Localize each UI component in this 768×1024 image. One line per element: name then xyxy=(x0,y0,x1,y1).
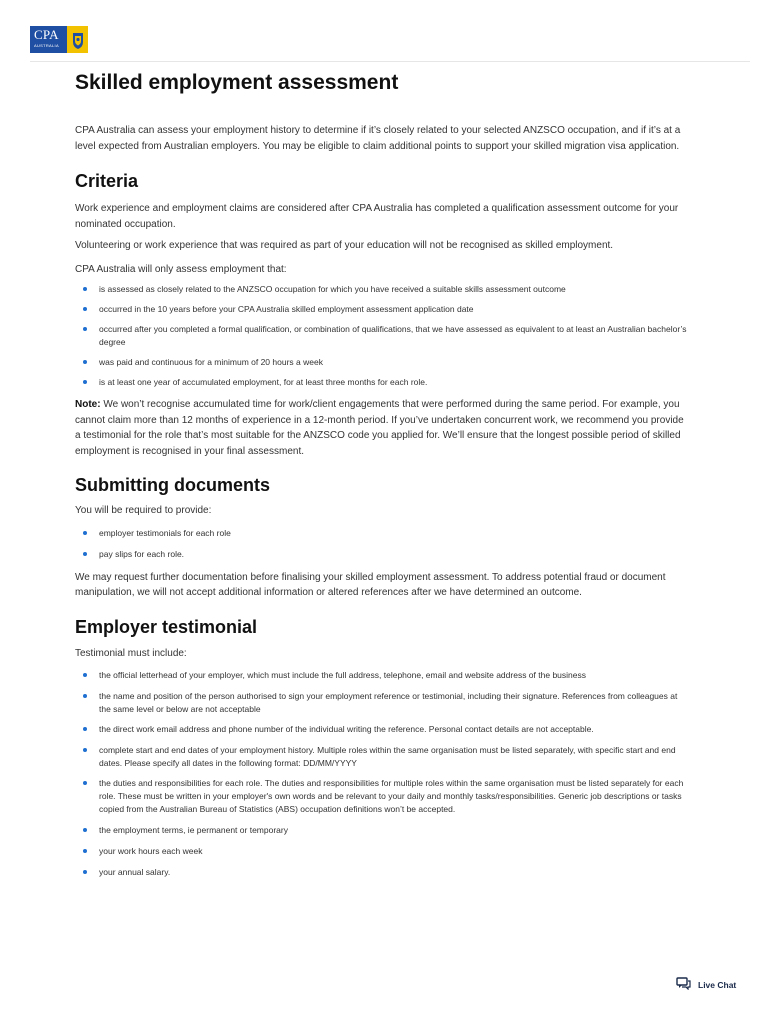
list-item-text: is at least one year of accumulated employment, for at least three months for each role. xyxy=(99,377,428,387)
list-item xyxy=(75,866,690,879)
logo-subtext: AUSTRALIA xyxy=(34,43,59,48)
cpa-australia-logo[interactable] xyxy=(30,26,88,53)
criteria-paragraph-1: Work experience and employment claims are considered after CPA Australia has completed a qualification assessment outcome for your nominated occupation. xyxy=(75,203,679,230)
list-item xyxy=(75,283,690,296)
chat-icon xyxy=(676,977,691,992)
testimonial-list xyxy=(75,669,690,879)
page-title: Skilled employment assessment xyxy=(75,71,399,94)
list-item-text: your work hours each week xyxy=(99,846,203,856)
bullet-icon xyxy=(83,307,87,311)
list-item-text: complete start and end dates of your employment history. Multiple roles within the same organisation must be listed separately, with specific start and end dates. Please specify all dates in the following format: DD/MM/YYYY xyxy=(99,745,676,768)
note-paragraph xyxy=(75,397,690,459)
list-item xyxy=(75,690,690,716)
logo-text: CPA xyxy=(34,27,59,42)
note-text: We won’t recognise accumulated time for work/client engagements that were performed during the same period. For example, you cannot claim more than 12 months of experience in a 12-month period. If you’ve undertaken concurrent work, we recommend you provide a testimonial for the role that’s most suitable for the ANZSCO code you applied for. We’ll ensure that the longest possible period of skilled employment is recognised in your final assessment. xyxy=(75,399,684,457)
list-item xyxy=(75,376,690,389)
list-item xyxy=(75,777,690,816)
submitting-intro: You will be required to provide: xyxy=(75,505,212,516)
list-item xyxy=(75,356,690,369)
criteria-list xyxy=(75,283,690,389)
list-item-text: was paid and continuous for a minimum of 20 hours a week xyxy=(99,357,323,367)
list-item-text: the duties and responsibilities for each role. The duties and responsibilities for multiple roles within the same organisation must be listed separately for each role. These must be written in your employer's own words and be relevant to your daily and monthly tasks/responsibilities. Generic job descriptions or tasks copied from the Australian Bureau of Statistics (ABS) occupation definitions won’t be accepted. xyxy=(99,778,684,814)
crest-icon xyxy=(67,26,88,53)
logo-wordmark xyxy=(30,26,67,53)
list-item xyxy=(75,548,690,561)
list-item-text: occurred after you completed a formal qualification, or combination of qualifications, that we have assessed as equivalent to at least an Australian bachelor’s degree xyxy=(99,324,687,347)
criteria-heading: Criteria xyxy=(75,171,139,191)
header-divider xyxy=(30,61,750,62)
list-item-text: is assessed as closely related to the ANZSCO occupation for which you have received a suitable skills assessment outcome xyxy=(99,284,566,294)
live-chat-label: Live Chat xyxy=(698,979,737,990)
list-item-text: the employment terms, ie permanent or temporary xyxy=(99,825,288,835)
list-item-text: the official letterhead of your employer, which must include the full address, telephone, email and website address of the business xyxy=(99,670,586,680)
submitting-paragraph: We may request further documentation before finalising your skilled employment assessment. To address potential fraud or document manipulation, we will not accept additional information or altered references after we have determined an outcome. xyxy=(75,571,666,598)
employer-testimonial-heading: Employer testimonial xyxy=(75,616,258,637)
list-item xyxy=(75,303,690,316)
list-item-text: the direct work email address and phone number of the individual writing the reference. Personal contact details are not acceptable. xyxy=(99,724,594,734)
list-item xyxy=(75,824,690,837)
list-item-text: your annual salary. xyxy=(99,867,171,877)
bullet-icon xyxy=(83,781,87,785)
testimonial-intro: Testimonial must include: xyxy=(75,647,187,659)
main-content xyxy=(75,70,690,879)
bullet-icon xyxy=(83,531,87,535)
list-item xyxy=(75,723,690,736)
bullet-icon xyxy=(83,380,87,384)
bullet-icon xyxy=(83,360,87,364)
bullet-icon xyxy=(83,694,87,698)
criteria-paragraph-3: CPA Australia will only assess employment that: xyxy=(75,263,287,275)
bullet-icon xyxy=(83,748,87,752)
intro-paragraph: CPA Australia can assess your employment history to determine if it’s closely related to your selected ANZSCO occupation, and if it’s at a level expected from Australian employers. You may be eligible to claim additional points to support your skilled migration visa application. xyxy=(75,125,681,152)
live-chat-button[interactable] xyxy=(676,977,736,992)
bullet-icon xyxy=(83,727,87,731)
list-item xyxy=(75,669,690,682)
bullet-icon xyxy=(83,673,87,677)
list-item xyxy=(75,744,690,770)
bullet-icon xyxy=(83,327,87,331)
list-item xyxy=(75,845,690,858)
list-item-text: the name and position of the person authorised to sign your employment reference or testimonial, including their signature. References from colleagues at the same level or below are not acceptable xyxy=(99,691,678,714)
bullet-icon xyxy=(83,287,87,291)
list-item xyxy=(75,527,690,540)
list-item-text: employer testimonials for each role xyxy=(99,527,231,538)
bullet-icon xyxy=(83,828,87,832)
note-label: Note: xyxy=(75,399,101,410)
submitting-list xyxy=(75,527,690,561)
criteria-paragraph-2: Volunteering or work experience that was required as part of your education will not be recognised as skilled employment. xyxy=(75,240,614,251)
bullet-icon xyxy=(83,870,87,874)
bullet-icon xyxy=(83,849,87,853)
list-item-text: occurred in the 10 years before your CPA Australia skilled employment assessment application date xyxy=(99,304,474,314)
list-item xyxy=(75,323,690,349)
list-item-text: pay slips for each role. xyxy=(99,548,185,559)
site-header xyxy=(0,0,768,62)
bullet-icon xyxy=(83,552,87,556)
submitting-documents-heading: Submitting documents xyxy=(75,475,270,495)
